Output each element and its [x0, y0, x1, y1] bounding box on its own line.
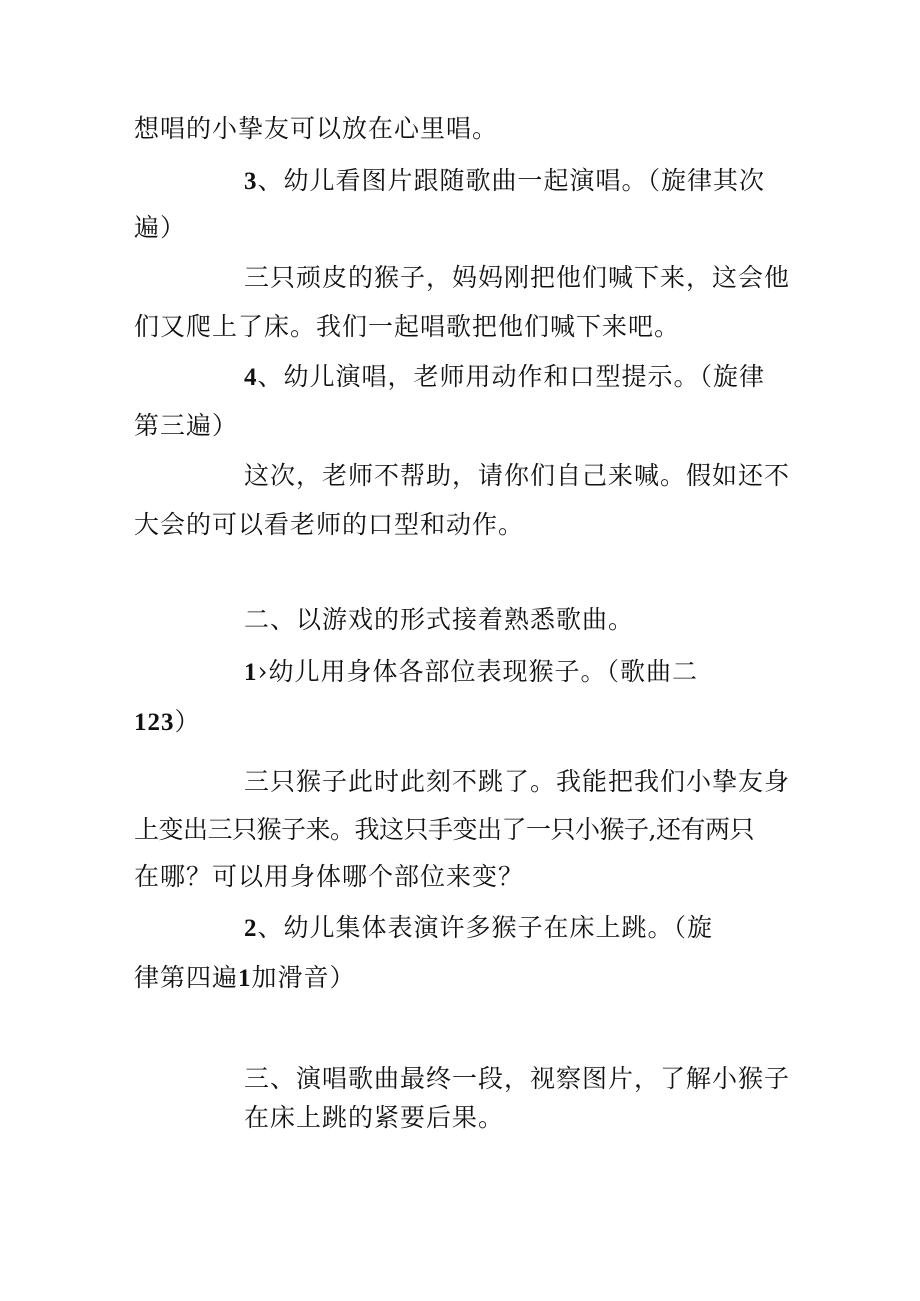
- paragraph-line: 三只顽皮的猴子，妈妈刚把他们喊下来，这会他: [244, 263, 791, 292]
- text-line: 律第四遍1加滑音）: [134, 963, 356, 992]
- text-line: 第三遍）: [134, 411, 239, 440]
- section-heading-2: 二、以游戏的形式接着熟悉歌曲。: [244, 605, 635, 634]
- paragraph-line: 三只猴子此时此刻不跳了。我能把我们小挚友身: [244, 767, 791, 796]
- text-line: 想唱的小挚友可以放在心里唱。: [134, 114, 499, 143]
- text-line: 上变出三只猴子来。我这只手变出了一只小猴子,还有两只: [134, 815, 754, 844]
- text-line: 大会的可以看老师的口型和动作。: [134, 510, 525, 539]
- text-line: 123）: [134, 707, 201, 736]
- section-heading-3: 三、演唱歌曲最终一段，视察图片，了解小猴子: [244, 1064, 791, 1093]
- numbered-step-3: 3、幼儿看图片跟随歌曲一起演唱。（旋律其次: [244, 166, 766, 195]
- text-line: 在床上跳的紧要后果。: [244, 1103, 505, 1132]
- numbered-step-4: 4、幼儿演唱，老师用动作和口型提示。（旋律: [244, 362, 766, 391]
- text-line: 们又爬上了床。我们一起唱歌把他们喊下来吧。: [134, 312, 681, 341]
- numbered-step-2: 2、幼儿集体表演许多猴子在床上跳。（旋: [244, 913, 714, 942]
- paragraph-line: 这次，老师不帮助，请你们自己来喊。假如还不: [244, 461, 791, 490]
- text-line: 在哪？可以用身体哪个部位来变？: [134, 862, 525, 891]
- text-line: 遍）: [134, 213, 187, 242]
- numbered-step-1: 1›幼儿用身体各部位表现猴子。（歌曲二: [244, 657, 698, 686]
